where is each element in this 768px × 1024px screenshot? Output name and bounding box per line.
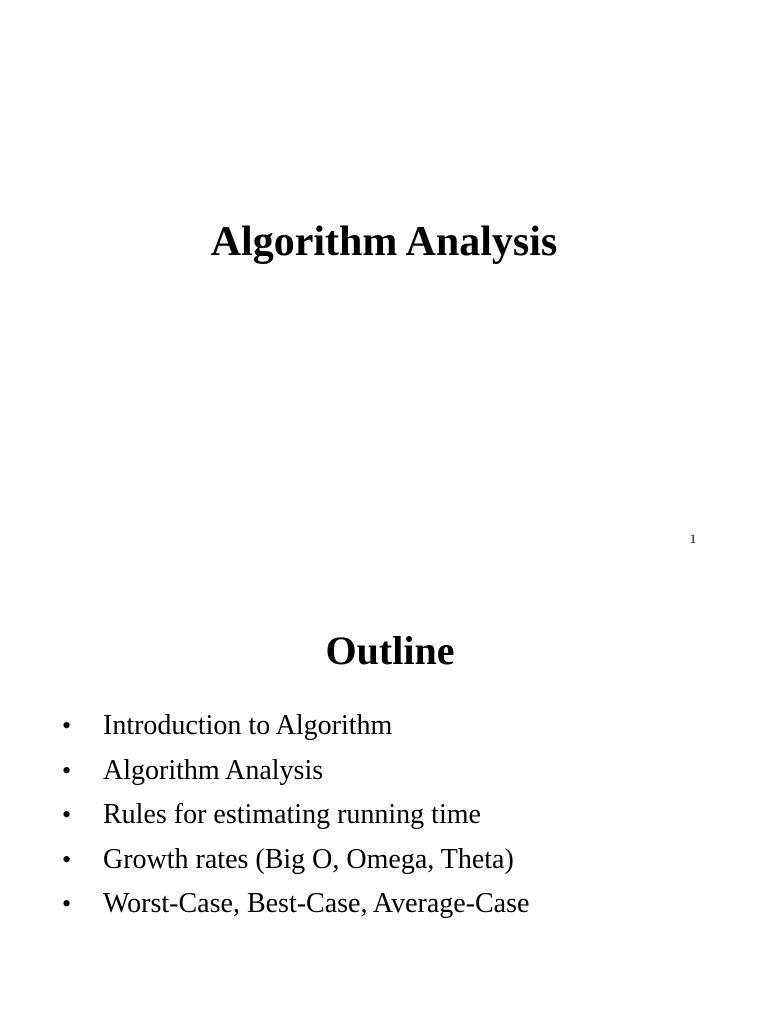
outline-item-text: Introduction to Algorithm — [103, 710, 393, 741]
bullet-icon: • — [62, 889, 72, 918]
bullet-icon: • — [62, 755, 72, 785]
bullet-icon: • — [62, 800, 72, 829]
slide-2 — [0, 576, 768, 1024]
bullet-icon: • — [62, 844, 72, 874]
outline-item-text: Growth rates (Big O, Omega, Theta) — [103, 843, 514, 875]
outline-item-text: Rules for estimating running time — [103, 799, 481, 830]
outline-item-text: Algorithm Analysis — [103, 754, 324, 786]
outline-title: Outline — [325, 628, 455, 673]
slide-title: Algorithm Analysis — [210, 219, 558, 265]
page-number: 1 — [689, 531, 697, 546]
bullet-icon: • — [62, 711, 72, 740]
outline-item-text: Worst-Case, Best-Case, Average-Case — [103, 888, 530, 919]
